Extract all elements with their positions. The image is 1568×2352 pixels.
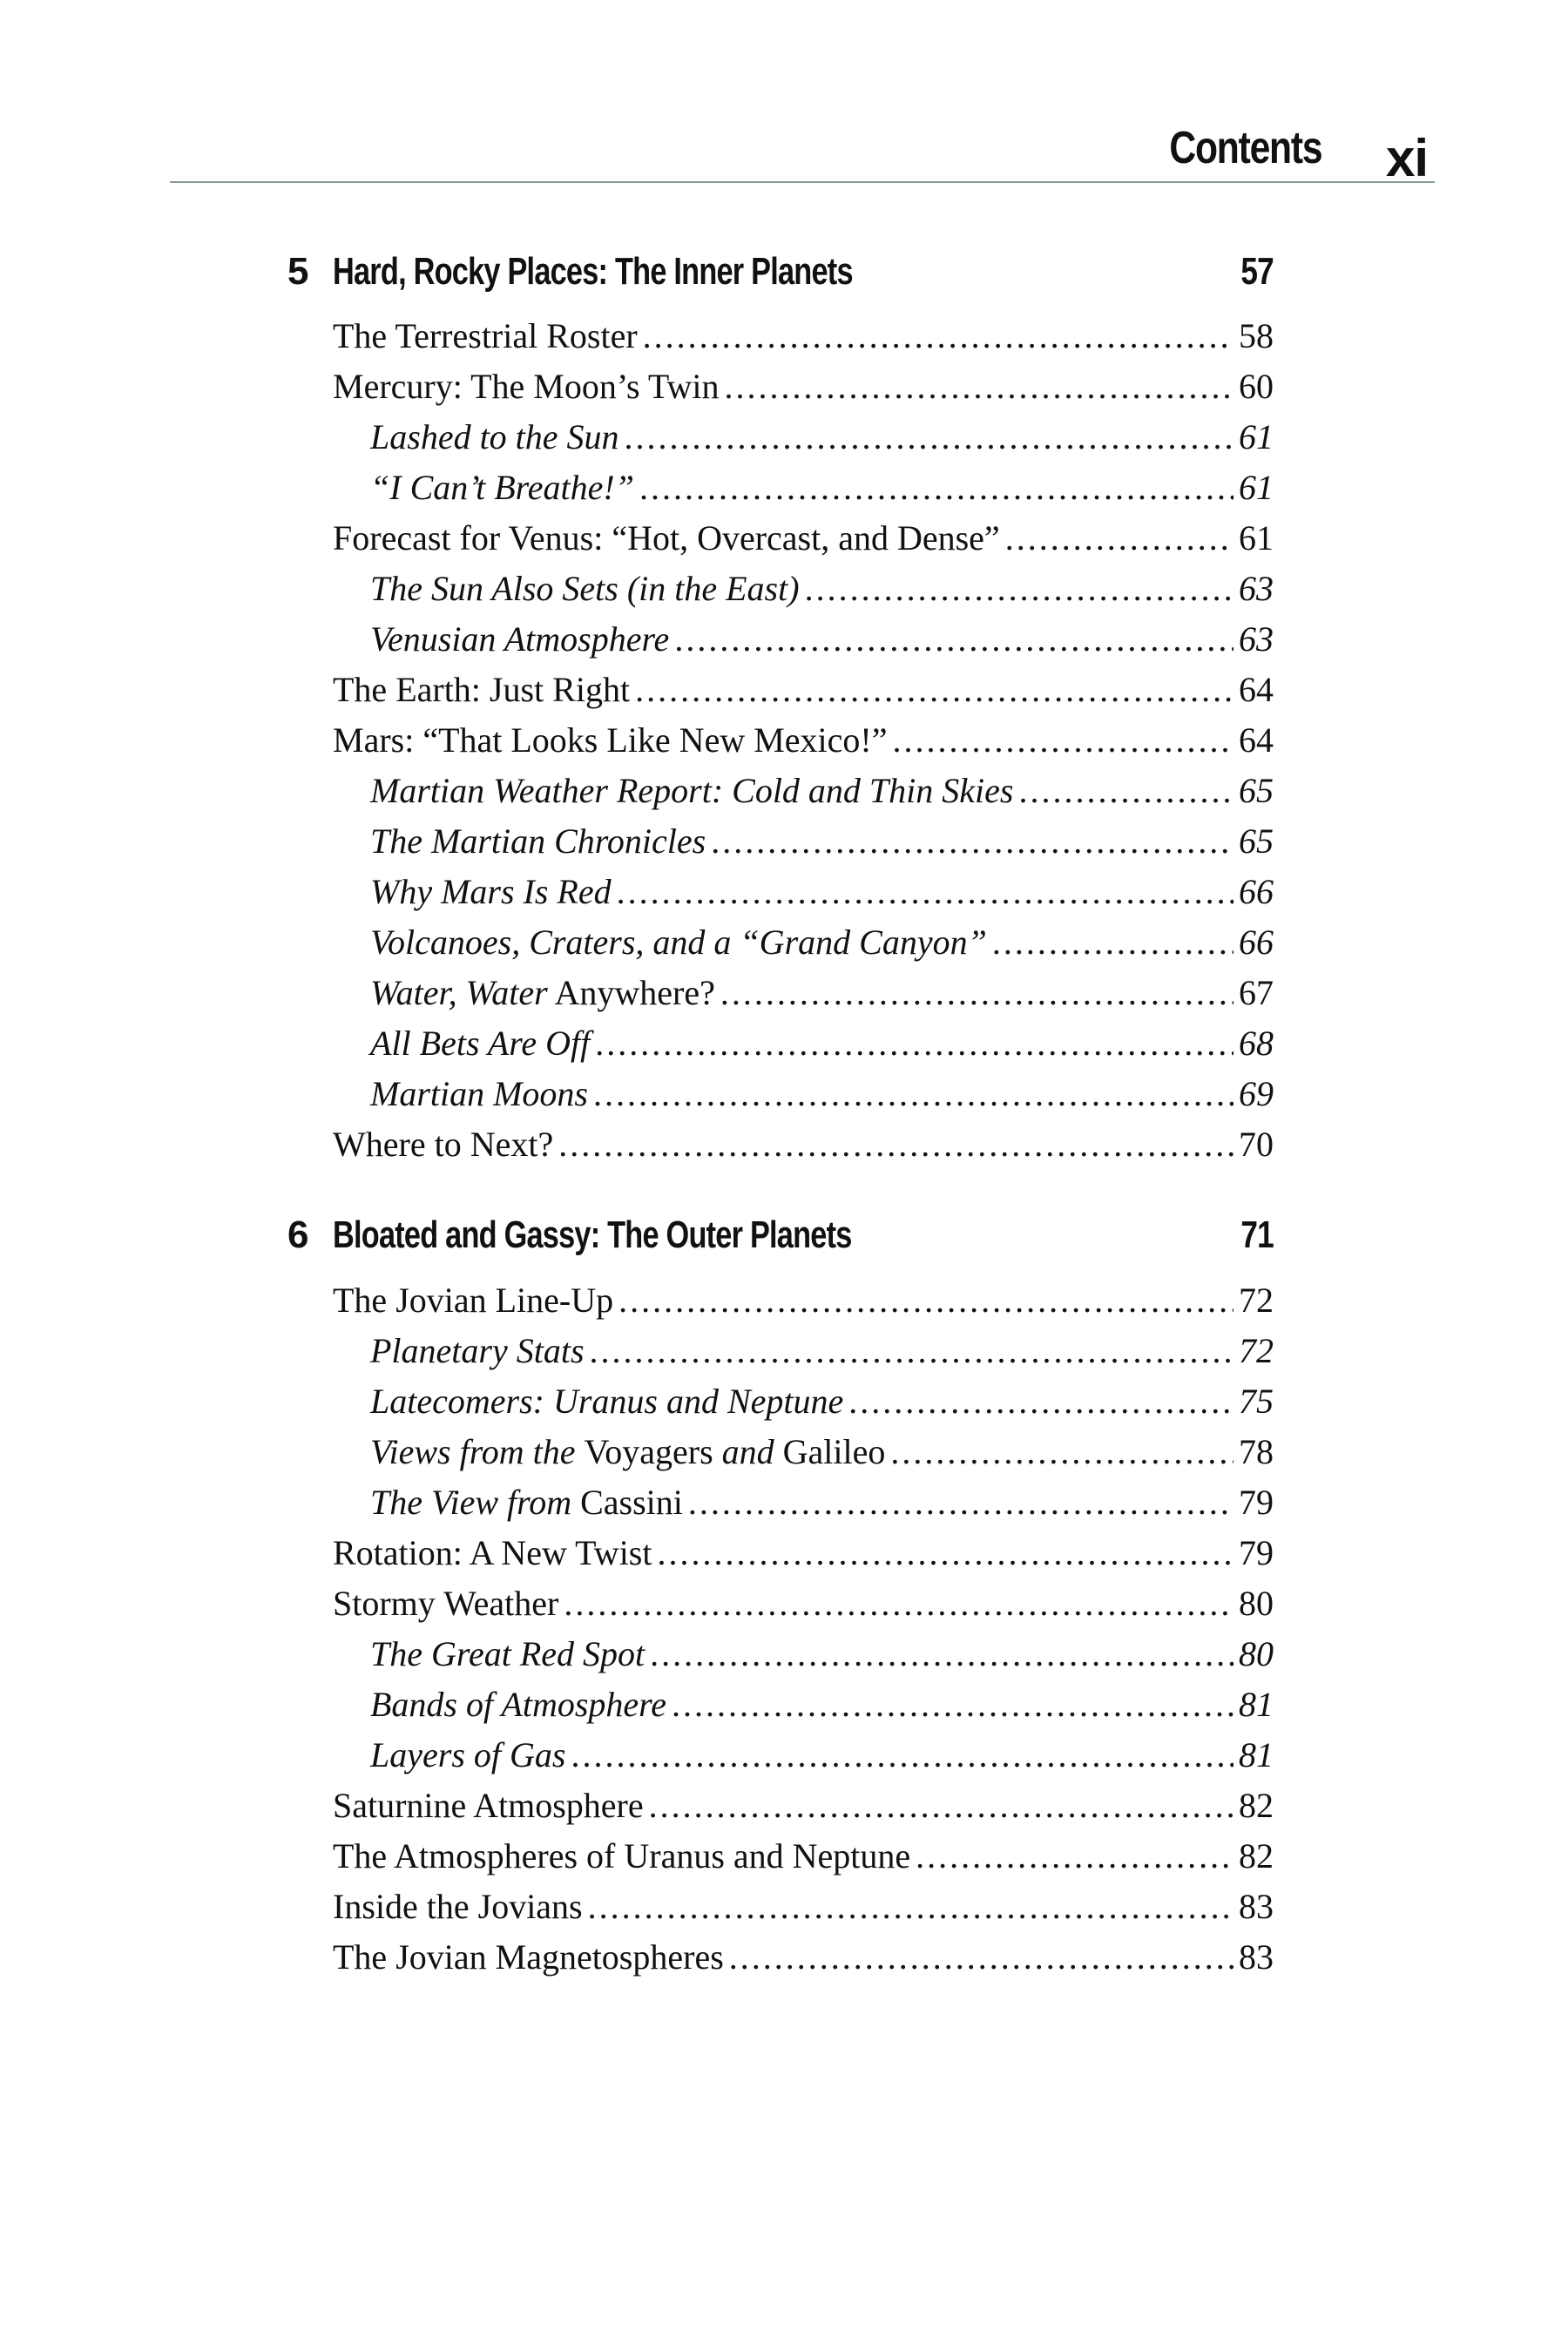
toc-subentry[interactable] — [370, 1477, 1274, 1528]
toc-entry[interactable] — [333, 1275, 1274, 1326]
toc-subentry-label: Martian Weather Report: Cold and Thin Skies — [370, 771, 1014, 810]
toc-entry[interactable] — [333, 1831, 1274, 1882]
toc-subentry[interactable] — [370, 816, 1274, 867]
toc-entry-label: Saturnine Atmosphere — [333, 1786, 644, 1825]
toc-subentry-label — [370, 1477, 683, 1528]
label-italic-part: and — [713, 1432, 783, 1471]
toc-entry-label: Rotation: A New Twist — [333, 1533, 652, 1572]
toc-subentry-label — [370, 1427, 885, 1477]
toc-entry[interactable] — [333, 513, 1274, 564]
running-head-page-number: xi — [1385, 129, 1428, 187]
toc-subentry-page: 63 — [1239, 619, 1274, 659]
toc-entry[interactable] — [333, 362, 1274, 412]
label-italic-part: Water, Water — [370, 973, 548, 1012]
toc-subentry-label: Why Mars Is Red — [370, 872, 612, 911]
label-roman-part: Galileo — [782, 1432, 886, 1471]
toc-subentry-page: 81 — [1239, 1735, 1274, 1774]
label-roman-part: Cassini — [580, 1483, 683, 1522]
toc-subentry-label: Volcanoes, Craters, and a “Grand Canyon” — [370, 923, 987, 962]
chapter-page-number: 71 — [1240, 1213, 1274, 1256]
toc-subentry-label: The Martian Chronicles — [370, 821, 706, 861]
toc-entry-page: 82 — [1239, 1786, 1274, 1825]
dot-leader — [650, 1629, 1233, 1680]
dot-leader — [805, 564, 1233, 614]
toc-subentry[interactable] — [370, 1680, 1274, 1730]
toc-subentry-label: Bands of Atmosphere — [370, 1685, 666, 1724]
toc-entry[interactable] — [333, 1882, 1274, 1932]
toc-subentry-label: The Great Red Spot — [370, 1634, 645, 1673]
dot-leader — [595, 1018, 1233, 1069]
toc-subentry-page: 66 — [1239, 923, 1274, 962]
dot-leader — [649, 1781, 1233, 1831]
toc-subentry[interactable] — [370, 614, 1274, 665]
toc-entry-label: Inside the Jovians — [333, 1887, 583, 1926]
toc-subentry[interactable] — [370, 1376, 1274, 1427]
chapter-number: 6 — [287, 1213, 309, 1256]
dot-leader — [672, 1680, 1233, 1730]
toc-subentry[interactable] — [370, 1629, 1274, 1680]
toc-subentry-page: 80 — [1239, 1634, 1274, 1673]
toc-subentry[interactable] — [370, 968, 1274, 1018]
toc-entry-page: 64 — [1239, 720, 1274, 760]
toc-subentry-label: All Bets Are Off — [370, 1024, 591, 1063]
label-italic-part: The View from — [370, 1483, 581, 1522]
toc-entry[interactable] — [333, 1932, 1274, 1983]
toc-subentry-label: Latecomers: Uranus and Neptune — [370, 1382, 844, 1421]
toc-entry-label: Mercury: The Moon’s Twin — [333, 367, 720, 406]
toc-subentry[interactable] — [370, 463, 1274, 513]
dot-leader — [724, 362, 1233, 412]
toc-subentry-label: Venusian Atmosphere — [370, 619, 670, 659]
toc-subentry[interactable] — [370, 766, 1274, 816]
toc-subentry-page: 78 — [1239, 1432, 1274, 1471]
toc-subentry-page: 63 — [1239, 569, 1274, 608]
toc-entry-label: The Atmospheres of Uranus and Neptune — [333, 1836, 911, 1876]
toc-subentry-page: 61 — [1239, 468, 1274, 507]
dot-leader — [588, 1882, 1233, 1932]
toc-entry-page: 83 — [1239, 1887, 1274, 1926]
toc-subentry-label: Layers of Gas — [370, 1735, 566, 1774]
toc-subentry-label: The Sun Also Sets (in the East) — [370, 569, 800, 608]
dot-leader — [688, 1477, 1233, 1528]
toc-subentry-label: Lashed to the Sun — [370, 417, 619, 456]
toc-subentry-page: 61 — [1239, 417, 1274, 456]
toc-entry-page: 64 — [1239, 670, 1274, 709]
toc-entry-label: Where to Next? — [333, 1125, 554, 1164]
toc-subentry[interactable] — [370, 1427, 1274, 1477]
dot-leader — [720, 968, 1233, 1018]
toc-subentry[interactable] — [370, 1730, 1274, 1781]
toc-subentry-page: 68 — [1239, 1024, 1274, 1063]
dot-leader — [643, 311, 1233, 362]
toc-subentry-page: 69 — [1239, 1074, 1274, 1113]
dot-leader — [625, 412, 1233, 463]
toc-subentry-label: Planetary Stats — [370, 1331, 585, 1370]
toc-entry-label: Mars: “That Looks Like New Mexico!” — [333, 720, 888, 760]
toc-entry[interactable] — [333, 1528, 1274, 1578]
chapter-title: Bloated and Gassy: The Outer Planets — [333, 1213, 852, 1256]
toc-subentry-page: 72 — [1239, 1331, 1274, 1370]
toc-subentry[interactable] — [370, 917, 1274, 968]
dot-leader — [593, 1069, 1233, 1119]
chapter-title: Hard, Rocky Places: The Inner Planets — [333, 250, 853, 293]
toc-entry-label: The Jovian Line-Up — [333, 1281, 614, 1320]
toc-entry-page: 82 — [1239, 1836, 1274, 1876]
dot-leader — [916, 1831, 1233, 1882]
toc-entry-label: Stormy Weather — [333, 1584, 559, 1623]
toc-subentry-page: 65 — [1239, 771, 1274, 810]
label-italic-part: Views from the — [370, 1432, 585, 1471]
toc-subentry[interactable] — [370, 1018, 1274, 1069]
dot-leader — [558, 1119, 1233, 1170]
toc-subentry[interactable] — [370, 1069, 1274, 1119]
toc-entry-page: 72 — [1239, 1281, 1274, 1320]
toc-subentry-page: 67 — [1239, 973, 1274, 1012]
toc-entry-label: The Jovian Magnetospheres — [333, 1937, 724, 1977]
dot-leader — [635, 665, 1233, 715]
toc-entry[interactable] — [333, 1578, 1274, 1629]
toc-subentry[interactable] — [370, 1326, 1274, 1376]
dot-leader — [571, 1730, 1233, 1781]
toc-entry-page: 58 — [1239, 316, 1274, 355]
chapter-page-number: 57 — [1240, 250, 1274, 293]
dot-leader — [564, 1578, 1233, 1629]
toc-entry-label: Forecast for Venus: “Hot, Overcast, and Dense” — [333, 518, 1000, 558]
dot-leader — [590, 1326, 1233, 1376]
chapter-number: 5 — [287, 250, 309, 293]
dot-leader — [639, 463, 1233, 513]
chapter-5-heading[interactable] — [287, 246, 1274, 298]
toc-subentry-page: 65 — [1239, 821, 1274, 861]
toc-entry-page: 83 — [1239, 1937, 1274, 1977]
toc-entry[interactable] — [333, 1119, 1274, 1170]
toc-subentry[interactable] — [370, 412, 1274, 463]
toc-subentry-page: 66 — [1239, 872, 1274, 911]
dot-leader — [848, 1376, 1233, 1427]
toc-entry-page: 60 — [1239, 367, 1274, 406]
toc-subentry[interactable] — [370, 564, 1274, 614]
toc-subentry[interactable] — [370, 867, 1274, 917]
toc-entry-page: 70 — [1239, 1125, 1274, 1164]
toc-entry-page: 79 — [1239, 1533, 1274, 1572]
dot-leader — [892, 715, 1233, 766]
dot-leader — [890, 1427, 1233, 1477]
label-roman-part: Voyagers — [584, 1432, 713, 1471]
dot-leader — [729, 1932, 1233, 1983]
toc-entry-page: 61 — [1239, 518, 1274, 558]
dot-leader — [657, 1528, 1233, 1578]
toc-subentry-label: Martian Moons — [370, 1074, 588, 1113]
running-head-title: Contents — [1169, 123, 1321, 173]
dot-leader — [674, 614, 1233, 665]
dot-leader — [618, 1275, 1233, 1326]
toc-entry[interactable] — [333, 311, 1274, 362]
toc-entry[interactable] — [333, 1781, 1274, 1831]
chapter-6-heading[interactable] — [287, 1209, 1274, 1261]
toc-entry-page: 80 — [1239, 1584, 1274, 1623]
toc-entry-label: The Earth: Just Right — [333, 670, 631, 709]
dot-leader — [1005, 513, 1233, 564]
running-head — [170, 112, 1435, 187]
toc-entry-label: The Terrestrial Roster — [333, 316, 638, 355]
toc-subentry-label: “I Can’t Breathe!” — [370, 468, 634, 507]
toc-subentry-page: 75 — [1239, 1382, 1274, 1421]
dot-leader — [1018, 766, 1233, 816]
toc-subentry-label — [370, 968, 715, 1018]
dot-leader — [711, 816, 1233, 867]
toc-entry[interactable] — [333, 715, 1274, 766]
dot-leader — [992, 917, 1233, 968]
toc-entry[interactable] — [333, 665, 1274, 715]
toc-subentry-page: 81 — [1239, 1685, 1274, 1724]
dot-leader — [617, 867, 1233, 917]
toc-subentry-page: 79 — [1239, 1483, 1274, 1522]
label-roman-part: Anywhere? — [547, 973, 715, 1012]
